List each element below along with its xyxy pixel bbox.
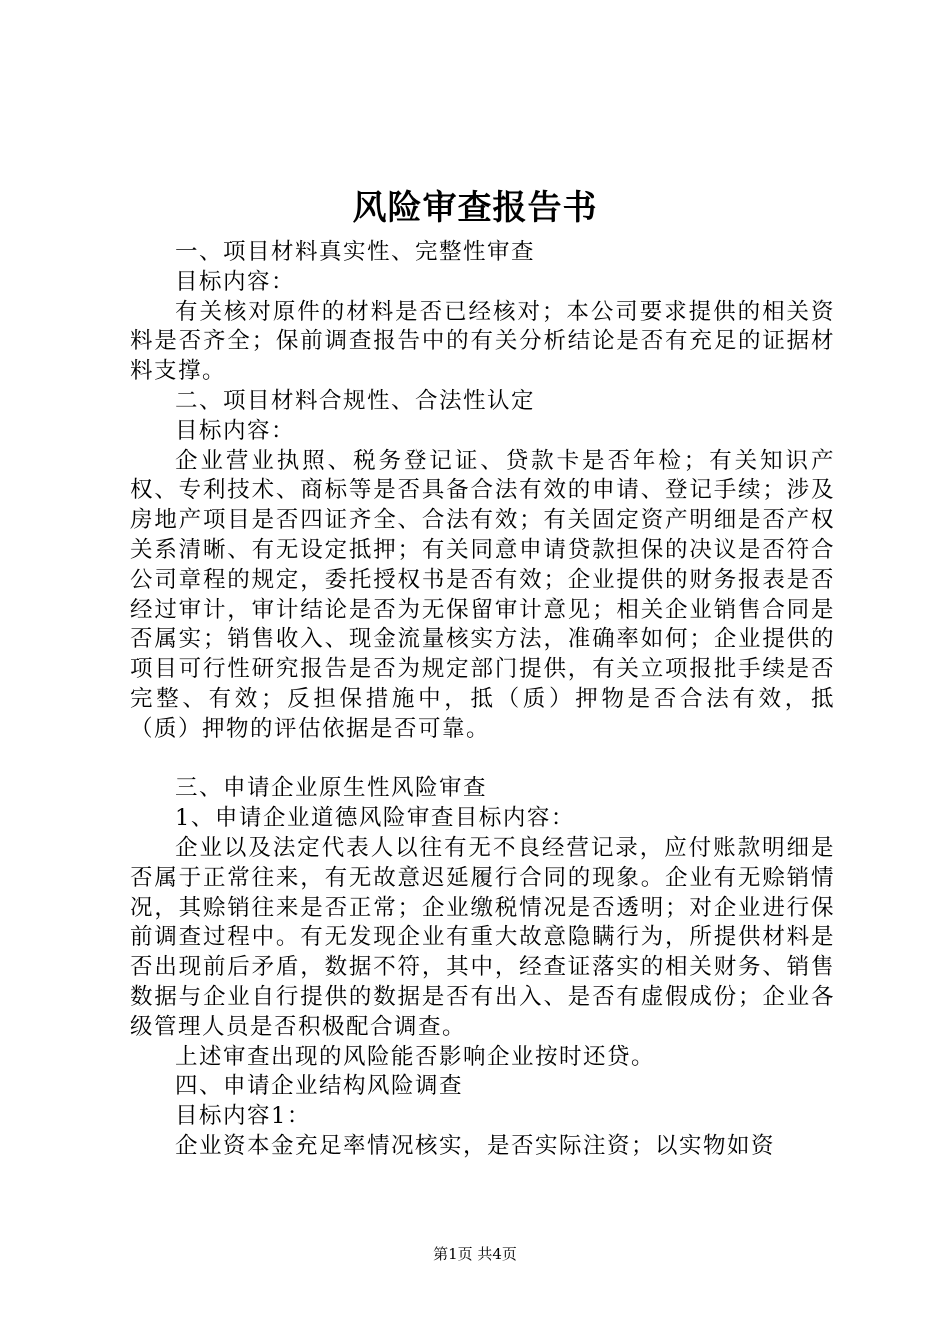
body-paragraph-1: 有关核对原件的材料是否已经核对；本公司要求提供的相关资料是否齐全；保前调查报告中的有关分析结论是否有充足的证据材料支撑。 <box>130 298 835 385</box>
section-heading-4: 四、申请企业结构风险调查 <box>175 1073 464 1100</box>
body-paragraph-2: 企业营业执照、税务登记证、贷款卡是否年检；有关知识产权、专利技术、商标等是否具备合法有效的申请、登记手续；涉及房地产项目是否四证齐全、合法有效；有关固定资产明细是否产权关系清晰、有无设定抵押；有关同意申请贷款担保的决议是否符合公司章程的规定，委托授权书是否有效；企业提供的财务报表是否经过审计，审计结论是否为无保留审计意见；相关企业销售合同是否属实；销售收入、现金流量核实方法，准确率如何；企业提供的项目可行性研究报告是否为规定部门提供，有关立项报批手续是否完整、有效；反担保措施中，抵（质）押物是否合法有效，抵（质）押物的评估依据是否可靠。 <box>130 447 835 742</box>
target-label-2: 目标内容： <box>175 417 296 444</box>
document-body <box>130 238 835 1162</box>
subsection-heading-3-1: 1、申请企业道德风险审查目标内容： <box>175 805 575 832</box>
section-heading-1: 一、项目材料真实性、完整性审查 <box>175 239 536 265</box>
body-paragraph-4: 上述审查出现的风险能否影响企业按时还贷。 <box>175 1043 656 1070</box>
target-label-4: 目标内容1： <box>175 1103 311 1130</box>
document-title: 风险审查报告书 <box>352 188 598 228</box>
page-footer: 第1页 共4页 <box>433 1245 517 1263</box>
section-heading-3: 三、申请企业原生性风险审查 <box>175 775 488 802</box>
body-paragraph-3: 企业以及法定代表人以往有无不良经营记录，应付账款明细是否属于正常往来，有无故意迟延履行合同的现象。企业有无赊销情况，其赊销往来是否正常；企业缴税情况是否透明；对企业进行保前调查过程中。有无发现企业有重大故意隐瞒行为，所提供材料是否出现前后矛盾，数据不符，其中，经查证落实的相关财务、销售数据与企业自行提供的数据是否有出入、是否有虚假成份；企业各级管理人员是否积极配合调查。 <box>130 834 835 1040</box>
body-paragraph-5: 企业资本金充足率情况核实，是否实际注资；以实物如资 <box>175 1132 776 1159</box>
section-heading-2: 二、项目材料合规性、合法性认定 <box>175 387 536 414</box>
target-label-1: 目标内容： <box>175 268 296 295</box>
